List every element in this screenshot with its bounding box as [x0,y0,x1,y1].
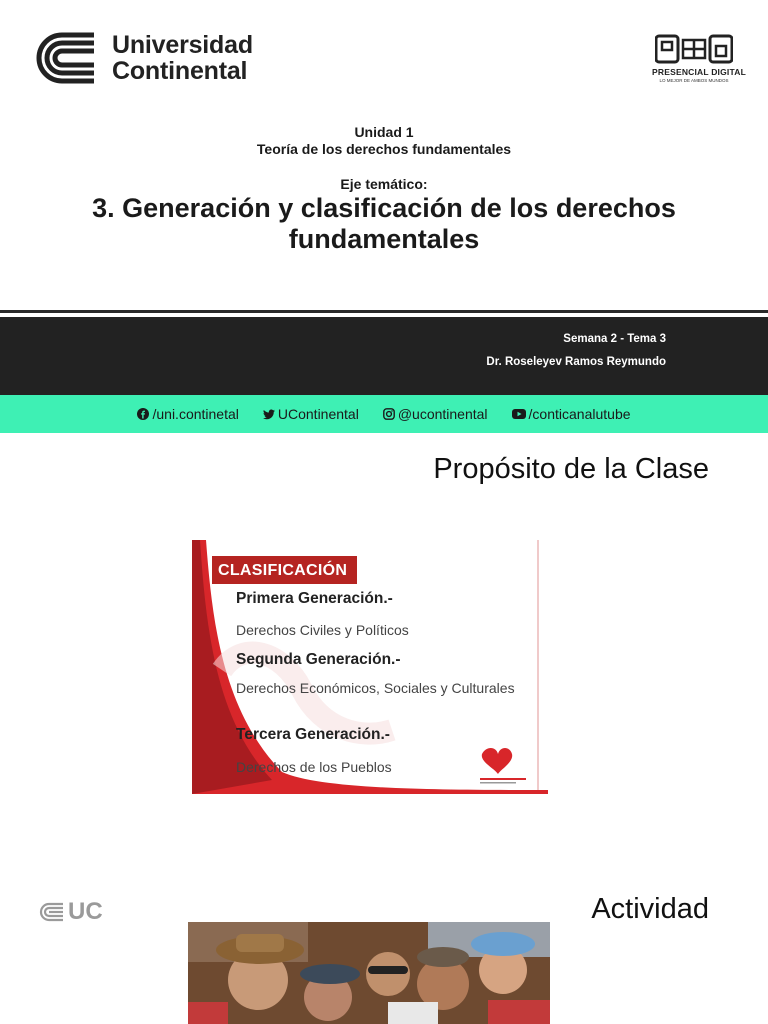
unidad-label: Unidad 1 [354,124,414,140]
pd-logo-icon [652,34,736,64]
twitter-icon [263,409,275,420]
logo-line-2: Continental [112,57,248,85]
social-instagram[interactable] [383,406,488,422]
youtube-icon [512,409,526,419]
unidad-subtitle: Teoría de los derechos fundamentales [256,141,512,157]
community-photo [188,922,550,1024]
tercera-generacion: Tercera Generación.- [236,726,390,743]
logo-line-1: Universidad [112,31,253,59]
segunda-generacion: Segunda Generación.- [236,651,401,668]
instagram-icon [383,408,395,420]
uc-small-logo-icon [38,902,64,922]
segunda-derechos: Derechos Económicos, Sociales y Culturales [236,680,515,696]
universidad-continental-logo [32,32,253,84]
unidad-heading [0,124,768,158]
proposito-heading: Propósito de la Clase [433,453,709,485]
tema-title: 3. Generación y clasificación de los derechos fundamentales [92,193,676,254]
people-photo-illustration [188,922,550,1024]
primera-generacion: Primera Generación.- [236,590,393,607]
info-band [0,317,768,395]
presencial-digital-logo [652,34,746,83]
uc-small-logo-text: UC [68,898,103,925]
social-facebook[interactable] [137,406,238,422]
semana-label: Semana 2 - Tema 3 [563,333,666,345]
actividad-heading: Actividad [591,893,709,925]
uc-logo-icon [32,32,100,84]
eje-label: Eje temático: [340,176,428,192]
facebook-icon [137,408,149,420]
tercera-derechos: Derechos de los Pueblos [236,759,392,775]
social-youtube-label: /conticanalutube [528,406,631,422]
social-youtube[interactable] [512,406,631,422]
institution-seal-icon [476,744,532,793]
clasificacion-slide-image [192,540,548,794]
clasificacion-tag: CLASIFICACIÓN [212,556,357,584]
social-instagram-label: @ucontinental [397,406,488,422]
social-twitter-label: UContinental [277,406,359,422]
pd-logo-tagline: LO MEJOR DE AMBOS MUNDOS [659,78,729,83]
primera-derechos: Derechos Civiles y Políticos [236,622,409,638]
docente-label: Dr. Roseleyev Ramos Reymundo [486,356,666,368]
band-divider [0,310,768,313]
uc-small-logo [38,898,103,926]
social-twitter[interactable] [263,406,359,422]
social-facebook-label: /uni.continetal [152,406,239,422]
social-band [0,395,768,433]
pd-logo-text: PRESENCIAL DIGITAL [652,67,746,77]
